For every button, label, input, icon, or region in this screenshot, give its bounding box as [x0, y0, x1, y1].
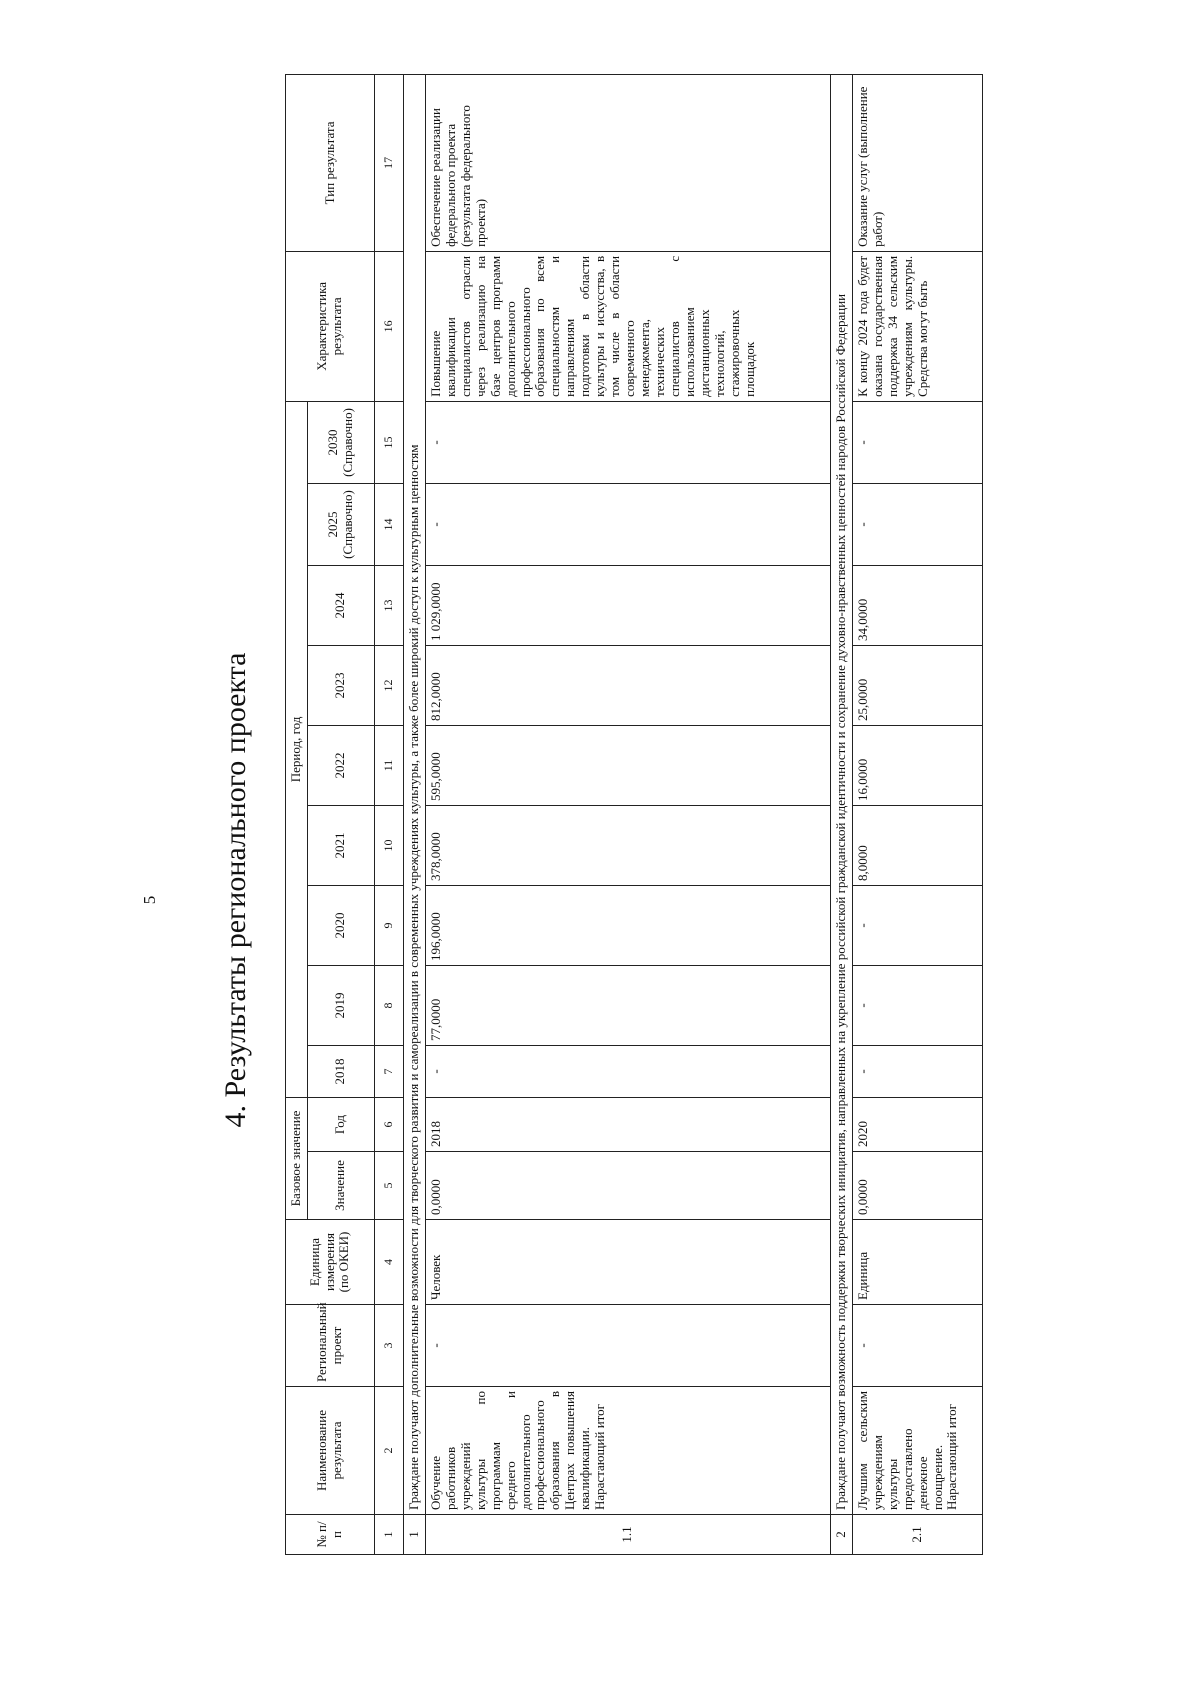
column-number: 7 — [374, 1045, 403, 1097]
column-number: 8 — [374, 965, 403, 1045]
regional-project-cell: - — [852, 1305, 982, 1387]
value-2021: 378,0000 — [425, 805, 830, 885]
section-row — [830, 74, 852, 1554]
value-2018: - — [852, 1045, 982, 1097]
header-year-2021: 2021 — [307, 805, 374, 885]
section-title: Граждане получают дополнительные возможности для творческого развития и самореализации в современных учреждениях культуры, а также более широкий доступ к культурным ценностям — [403, 74, 425, 1514]
header-num: № п/п — [286, 1515, 375, 1555]
value-2019: - — [852, 965, 982, 1045]
result-name: Лучшим сельским учреждениям культуры предоставлено денежное поощрение. Нарастающий итог — [852, 1387, 982, 1515]
header-base-value-year: Год — [307, 1097, 374, 1151]
section-title: Граждане получают возможность поддержки творческих инициатив, направленных на укрепление российской гражданской идентичности и сохранение духовно-нравственных ценностей народов Российской Федерации — [830, 74, 852, 1514]
column-number: 1 — [374, 1515, 403, 1555]
column-number: 16 — [374, 251, 403, 401]
column-number: 4 — [374, 1220, 403, 1305]
header-year-2024: 2024 — [307, 565, 374, 645]
column-number: 10 — [374, 805, 403, 885]
base-value-cell: 0,0000 — [425, 1152, 830, 1220]
header-name: Наименование результата — [286, 1387, 375, 1515]
header-year-2018: 2018 — [307, 1045, 374, 1097]
header-year-2023: 2023 — [307, 645, 374, 725]
result-type-cell: Оказание услуг (выполнение работ) — [852, 74, 982, 251]
value-2024: 34,0000 — [852, 565, 982, 645]
value-2022: 16,0000 — [852, 725, 982, 805]
column-number: 9 — [374, 885, 403, 965]
base-value-cell: 0,0000 — [852, 1152, 982, 1220]
regional-project-cell: - — [425, 1305, 830, 1387]
base-year-cell: 2020 — [852, 1097, 982, 1151]
result-type-cell: Обеспечение реализации федерального проекта (результата федерального проекта) — [425, 74, 830, 251]
section-row — [403, 74, 425, 1554]
column-number: 13 — [374, 565, 403, 645]
column-number: 17 — [374, 74, 403, 251]
value-2025: - — [852, 483, 982, 565]
value-2022: 595,0000 — [425, 725, 830, 805]
row-number: 2.1 — [852, 1515, 982, 1555]
results-table — [285, 74, 983, 1555]
value-2030: - — [425, 401, 830, 483]
value-2025: - — [425, 483, 830, 565]
column-number: 12 — [374, 645, 403, 725]
header-period: Период, год — [286, 401, 308, 1097]
column-numbers-row — [374, 74, 403, 1554]
value-2019: 77,0000 — [425, 965, 830, 1045]
value-2021: 8,0000 — [852, 805, 982, 885]
header-year-2020: 2020 — [307, 885, 374, 965]
value-2020: 196,0000 — [425, 885, 830, 965]
header-unit: Единица измерения (по ОКЕИ) — [286, 1220, 375, 1305]
table-row — [425, 74, 830, 1554]
header-year-2019: 2019 — [307, 965, 374, 1045]
header-year-2030: 2030 (Справочно) — [307, 401, 374, 483]
result-name: Обучение работников учреждений культуры по программам среднего и дополнительного профессионального образования в Центрах повышения квалификации. Нарастающий итог — [425, 1387, 830, 1515]
header-base-value-value: Значение — [307, 1152, 374, 1220]
unit-cell: Единица — [852, 1220, 982, 1305]
header-base-value: Базовое значение — [286, 1097, 308, 1219]
header-regional-project: Региональный проект — [286, 1305, 375, 1387]
column-number: 14 — [374, 483, 403, 565]
value-2030: - — [852, 401, 982, 483]
value-2024: 1 029,0000 — [425, 565, 830, 645]
results-table-container — [285, 86, 983, 1555]
column-number: 15 — [374, 401, 403, 483]
column-number: 6 — [374, 1097, 403, 1151]
page-number: 5 — [140, 895, 159, 905]
characteristic-cell: Повышение квалификации специалистов отрасли через реализацию на базе центров программ дополнительного профессионального образования по всем специальностям и направлениям подготовки в области культуры и искусства, в том числе в области современного менеджмента, технических специалистов с использованием дистанционных технологий, стажировочных площадок — [425, 251, 830, 401]
header-characteristic: Характеристика результата — [286, 251, 375, 401]
table-row — [852, 74, 982, 1554]
column-number: 5 — [374, 1152, 403, 1220]
value-2023: 812,0000 — [425, 645, 830, 725]
header-year-2025: 2025 (Справочно) — [307, 483, 374, 565]
header-result-type: Тип результата — [286, 74, 375, 251]
section-number: 2 — [830, 1515, 852, 1555]
page-title: 4. Результаты регионального проекта — [219, 652, 252, 1128]
column-number: 11 — [374, 725, 403, 805]
base-year-cell: 2018 — [425, 1097, 830, 1151]
header-year-2022: 2022 — [307, 725, 374, 805]
row-number: 1.1 — [425, 1515, 830, 1555]
column-number: 2 — [374, 1387, 403, 1515]
unit-cell: Человек — [425, 1220, 830, 1305]
value-2023: 25,0000 — [852, 645, 982, 725]
value-2018: - — [425, 1045, 830, 1097]
column-number: 3 — [374, 1305, 403, 1387]
section-number: 1 — [403, 1515, 425, 1555]
value-2020: - — [852, 885, 982, 965]
characteristic-cell: К концу 2024 года будет оказана государственная поддержка 34 сельским учреждениям культуры. Средства могут быть — [852, 251, 982, 401]
